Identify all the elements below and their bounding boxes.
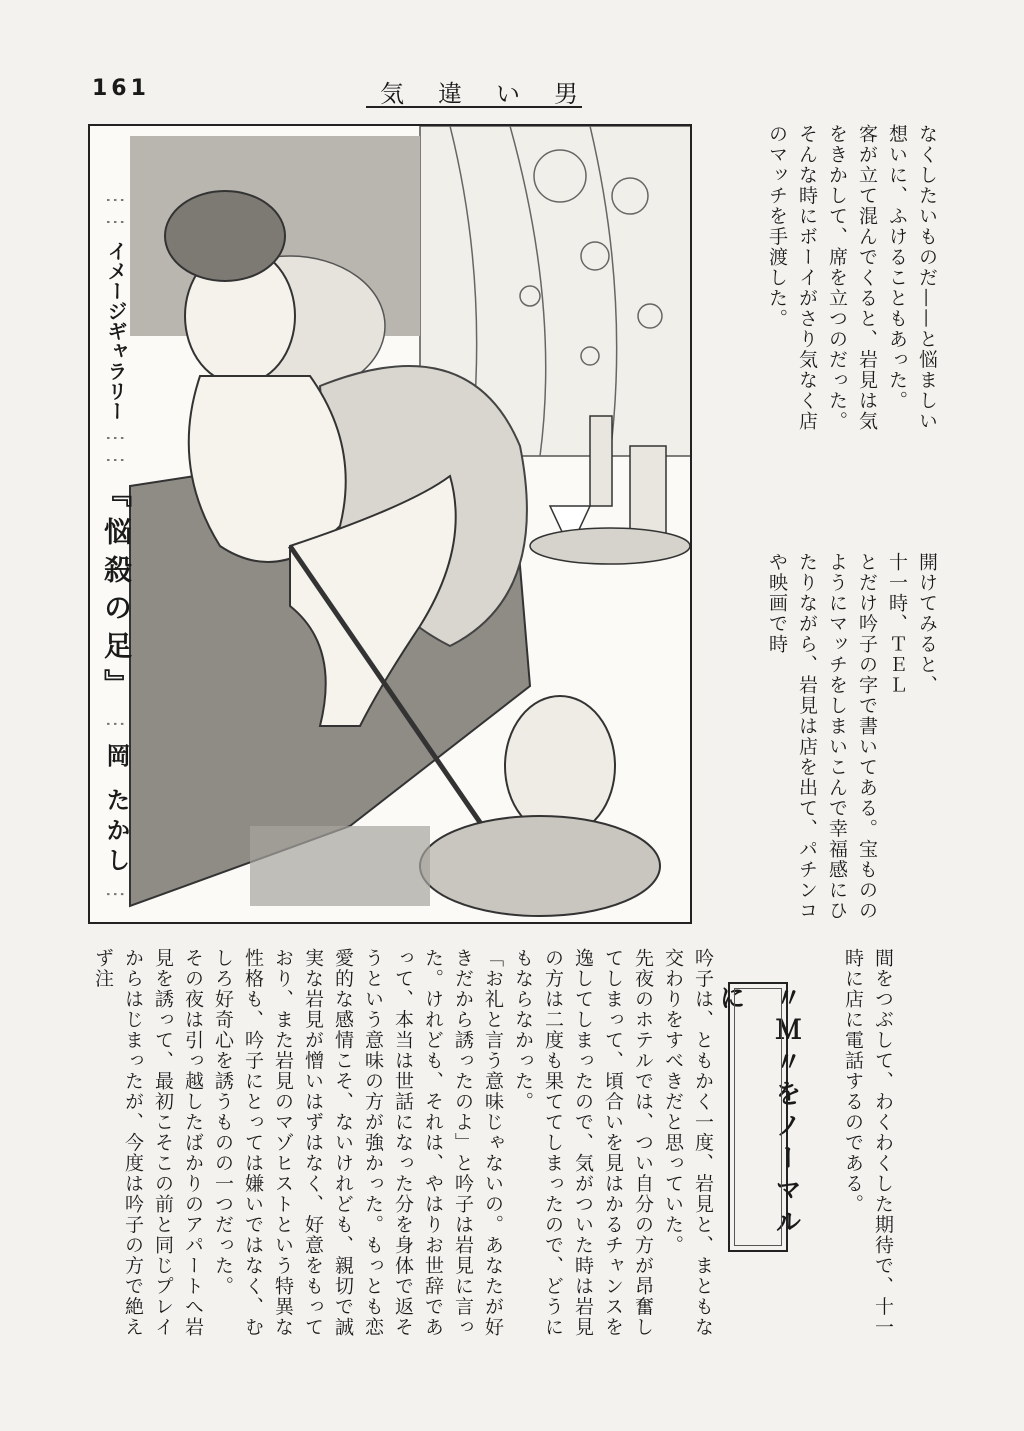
header-rule [366,106,582,108]
article-column-2 [706,552,942,922]
man-head [505,696,615,836]
floor-flowers [250,826,430,906]
caption-leader: ⋮⋮ [104,190,128,234]
article-column-5 [80,948,508,1340]
illustration-panel [88,124,692,924]
caption-title: 『悩殺の足』 [100,478,133,707]
page-number: 161 [92,76,150,101]
paragraph: 「お礼と言う意味じゃないの。あなたが好きだから誘ったのよ」と吟子は岩見に言った。けれども、それは、やはりお世辞であって、本当は世話になった分を身体で返そうという意味の方が強かった。もっとも恋愛的な感情こそ、ないけれども、親切で誠実な岩見が憎いはずはなく、好意をもっており、また岩見のマゾヒストという特異な性格も、吟子にとっては嫌いではなく、むしろ好奇心を誘うものの一つだった。 [212,948,504,1338]
caption-leader: ⋮ [104,713,128,736]
section-subheading [715,982,801,1252]
paragraph: なくしたいものだ——と悩ましい想いに、ふけることもあった。 [886,124,938,432]
paragraph: 吟子は、ともかく一度、岩見と、まともな交わりをすべきだと思っていた。 [662,948,714,1338]
article-column-4 [500,948,718,1340]
paragraph: 開けてみると、 [916,552,938,696]
paragraph: 先夜のホテルでは、つい自分の方が昂奮してしまって、頃合いを見はかるチャンスを逸してしまったので、気がついた時は岩見の方は二度も果ててしまったので、どうにもならなかった。 [512,948,654,1338]
caption-artist: 岡 たかし [102,742,130,878]
paragraph: 客が立て混んでくると、岩見は気をきかして、席を立つのだった。そんな時にボーイがさり気なく店のマッチを手渡した。 [766,124,878,432]
paragraph: 十一時、ＴＥＬ [886,552,908,696]
paragraph: とだけ吟子の字で書いてある。宝もののようにマッチをしまいこんで幸福感にひたりながら、岩見は店を出て、パチンコや映画で時 [766,552,878,921]
running-title: 気違い男 [380,80,612,108]
illustration-caption [96,190,136,907]
bottle [630,446,666,536]
article-column-1 [706,124,942,434]
paragraph: その夜は引っ越したばかりのアパートへ岩見を誘って、最初こそこの前と同じプレイからはじまったが、今度は吟子の方で絶えず注 [92,948,204,1338]
caption-leader: ⋮⋮ [104,427,128,472]
subheading-border [734,988,782,1246]
cushion [420,816,660,916]
table [530,528,690,564]
article-column-3 [806,948,898,1340]
paragraph: 間をつぶして、わくわくした期待で、十一時に店に電話するのである。 [842,948,894,1338]
caption-series: イメージギャラリー [104,240,128,421]
bottle-2 [590,416,612,506]
illustration-drawing [90,126,692,924]
caption-leader: ⋮ [104,884,128,907]
subheading-text: 〃Ｍ〃をノーマルに [715,984,801,1240]
hair [165,191,285,281]
